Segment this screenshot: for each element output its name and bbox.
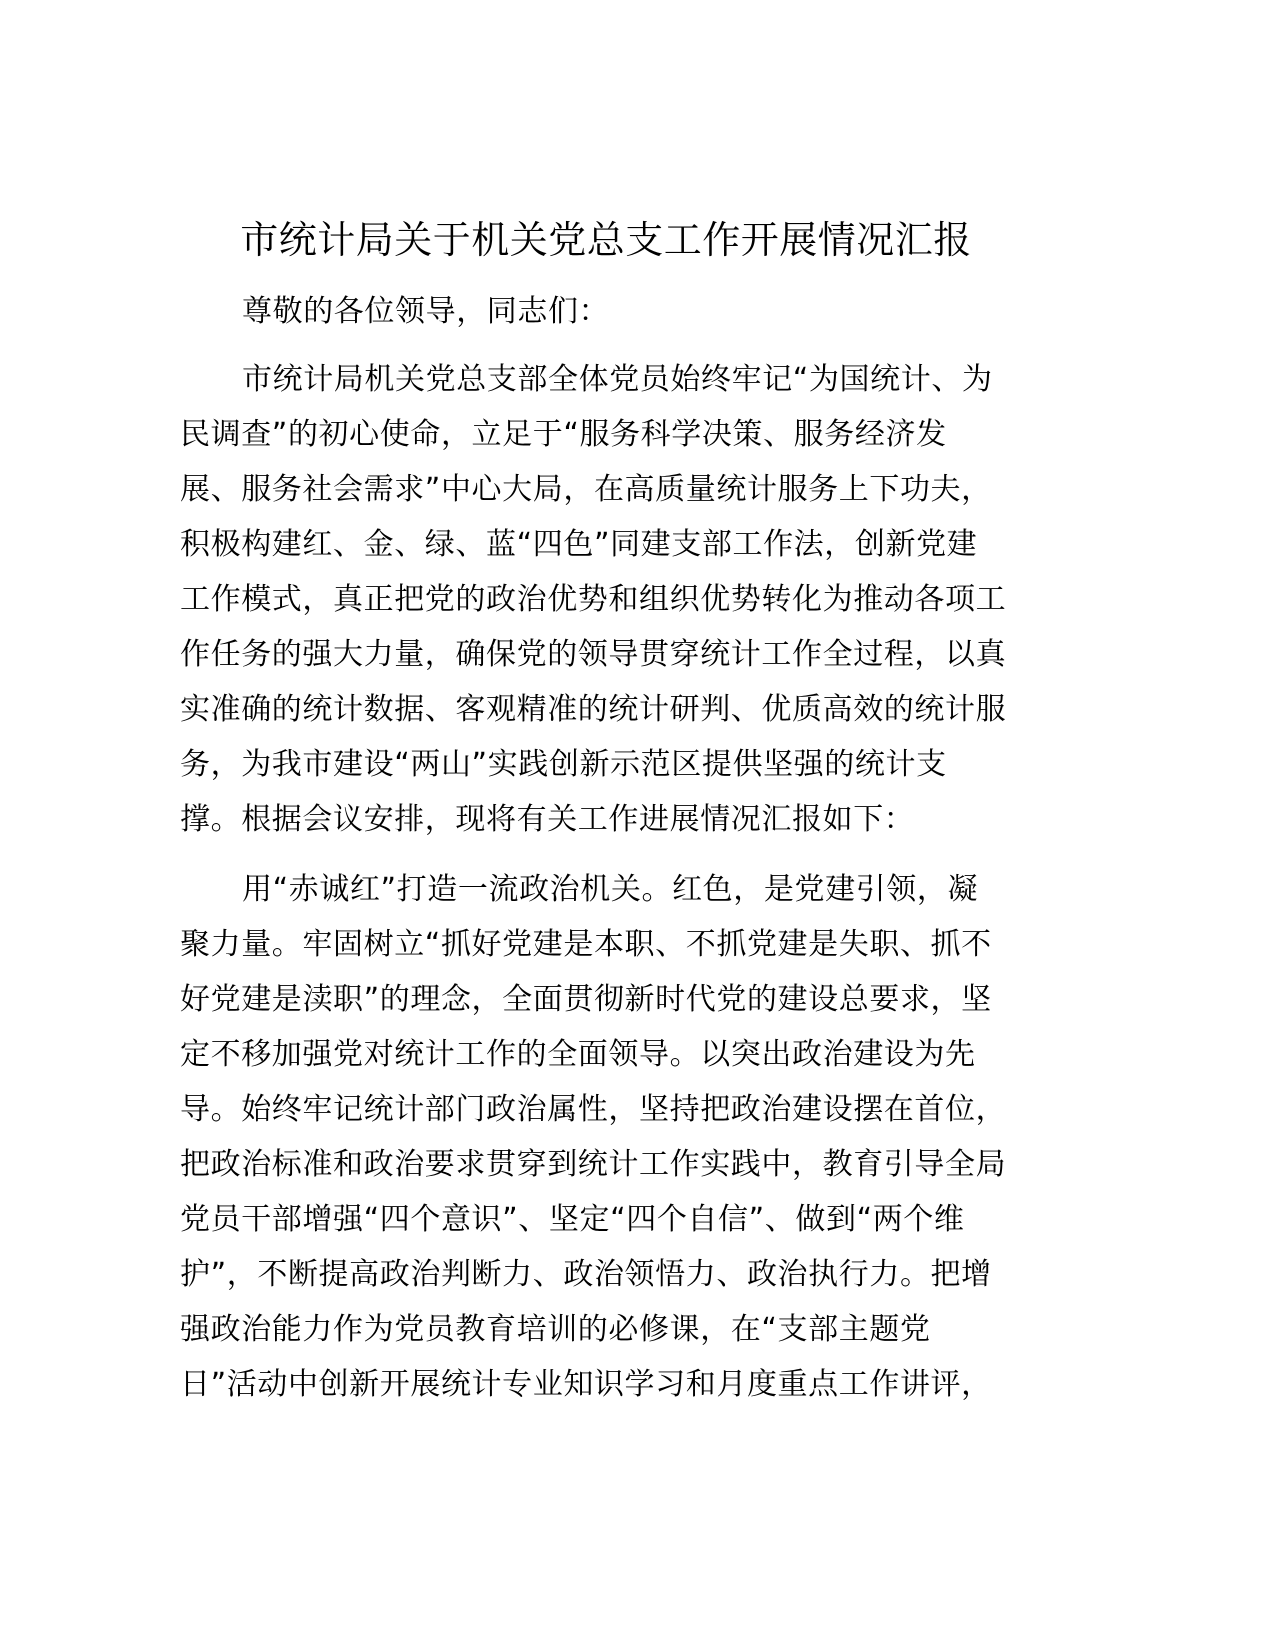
paragraph-line: 展、服务社会需求”中心大局，在高质量统计服务上下功夫， [180, 472, 992, 507]
paragraph-line: 党员干部增强“四个意识”、坚定“四个自信”、做到“两个维 [180, 1202, 965, 1237]
document-title: 市统计局关于机关党总支工作开展情况汇报 [240, 218, 972, 262]
paragraph-line: 护”，不断提高政治判断力、政治领悟力、政治执行力。把增 [180, 1257, 992, 1292]
paragraph-line: 市统计局机关党总支部全体党员始终牢记“为国统计、为 [242, 362, 993, 397]
paragraph-line: 用“赤诚红”打造一流政治机关。红色，是党建引领，凝 [242, 872, 979, 907]
salutation-text: 尊敬的各位领导，同志们： [242, 294, 610, 329]
paragraph-line: 导。始终牢记统计部门政治属性，坚持把政治建设摆在首位， [180, 1092, 1007, 1127]
salutation [180, 284, 1040, 339]
paragraph-line: 定不移加强党对统计工作的全面领导。以突出政治建设为先 [180, 1037, 976, 1072]
paragraph-line: 聚力量。牢固树立“抓好党建是本职、不抓党建是失职、抓不 [180, 927, 992, 962]
paragraph-line: 民调查”的初心使命，立足于“服务科学决策、服务经济发 [180, 417, 947, 452]
paragraph-intro [180, 352, 1040, 847]
paragraph-line: 日”活动中创新开展统计专业知识学习和月度重点工作讲评， [180, 1367, 992, 1402]
paragraph-line: 好党建是渎职”的理念，全面贯彻新时代党的建设总要求，坚 [180, 982, 992, 1017]
paragraph-line: 实准确的统计数据、客观精准的统计研判、优质高效的统计服 [180, 692, 1007, 727]
paragraph-line: 撑。根据会议安排，现将有关工作进展情况汇报如下： [180, 802, 915, 837]
paragraph-line: 强政治能力作为党员教育培训的必修课，在“支部主题党 [180, 1312, 931, 1347]
paragraph-red-section [180, 862, 1040, 1412]
paragraph-line: 把政治标准和政治要求贯穿到统计工作实践中，教育引导全局 [180, 1147, 1007, 1182]
paragraph-line: 务，为我市建设“两山”实践创新示范区提供坚强的统计支 [180, 747, 947, 782]
paragraph-line: 积极构建红、金、绿、蓝“四色”同建支部工作法，创新党建 [180, 527, 978, 562]
paragraph-line: 作任务的强大力量，确保党的领导贯穿统计工作全过程，以真 [180, 637, 1007, 672]
paragraph-line: 工作模式，真正把党的政治优势和组织优势转化为推动各项工 [180, 582, 1007, 617]
